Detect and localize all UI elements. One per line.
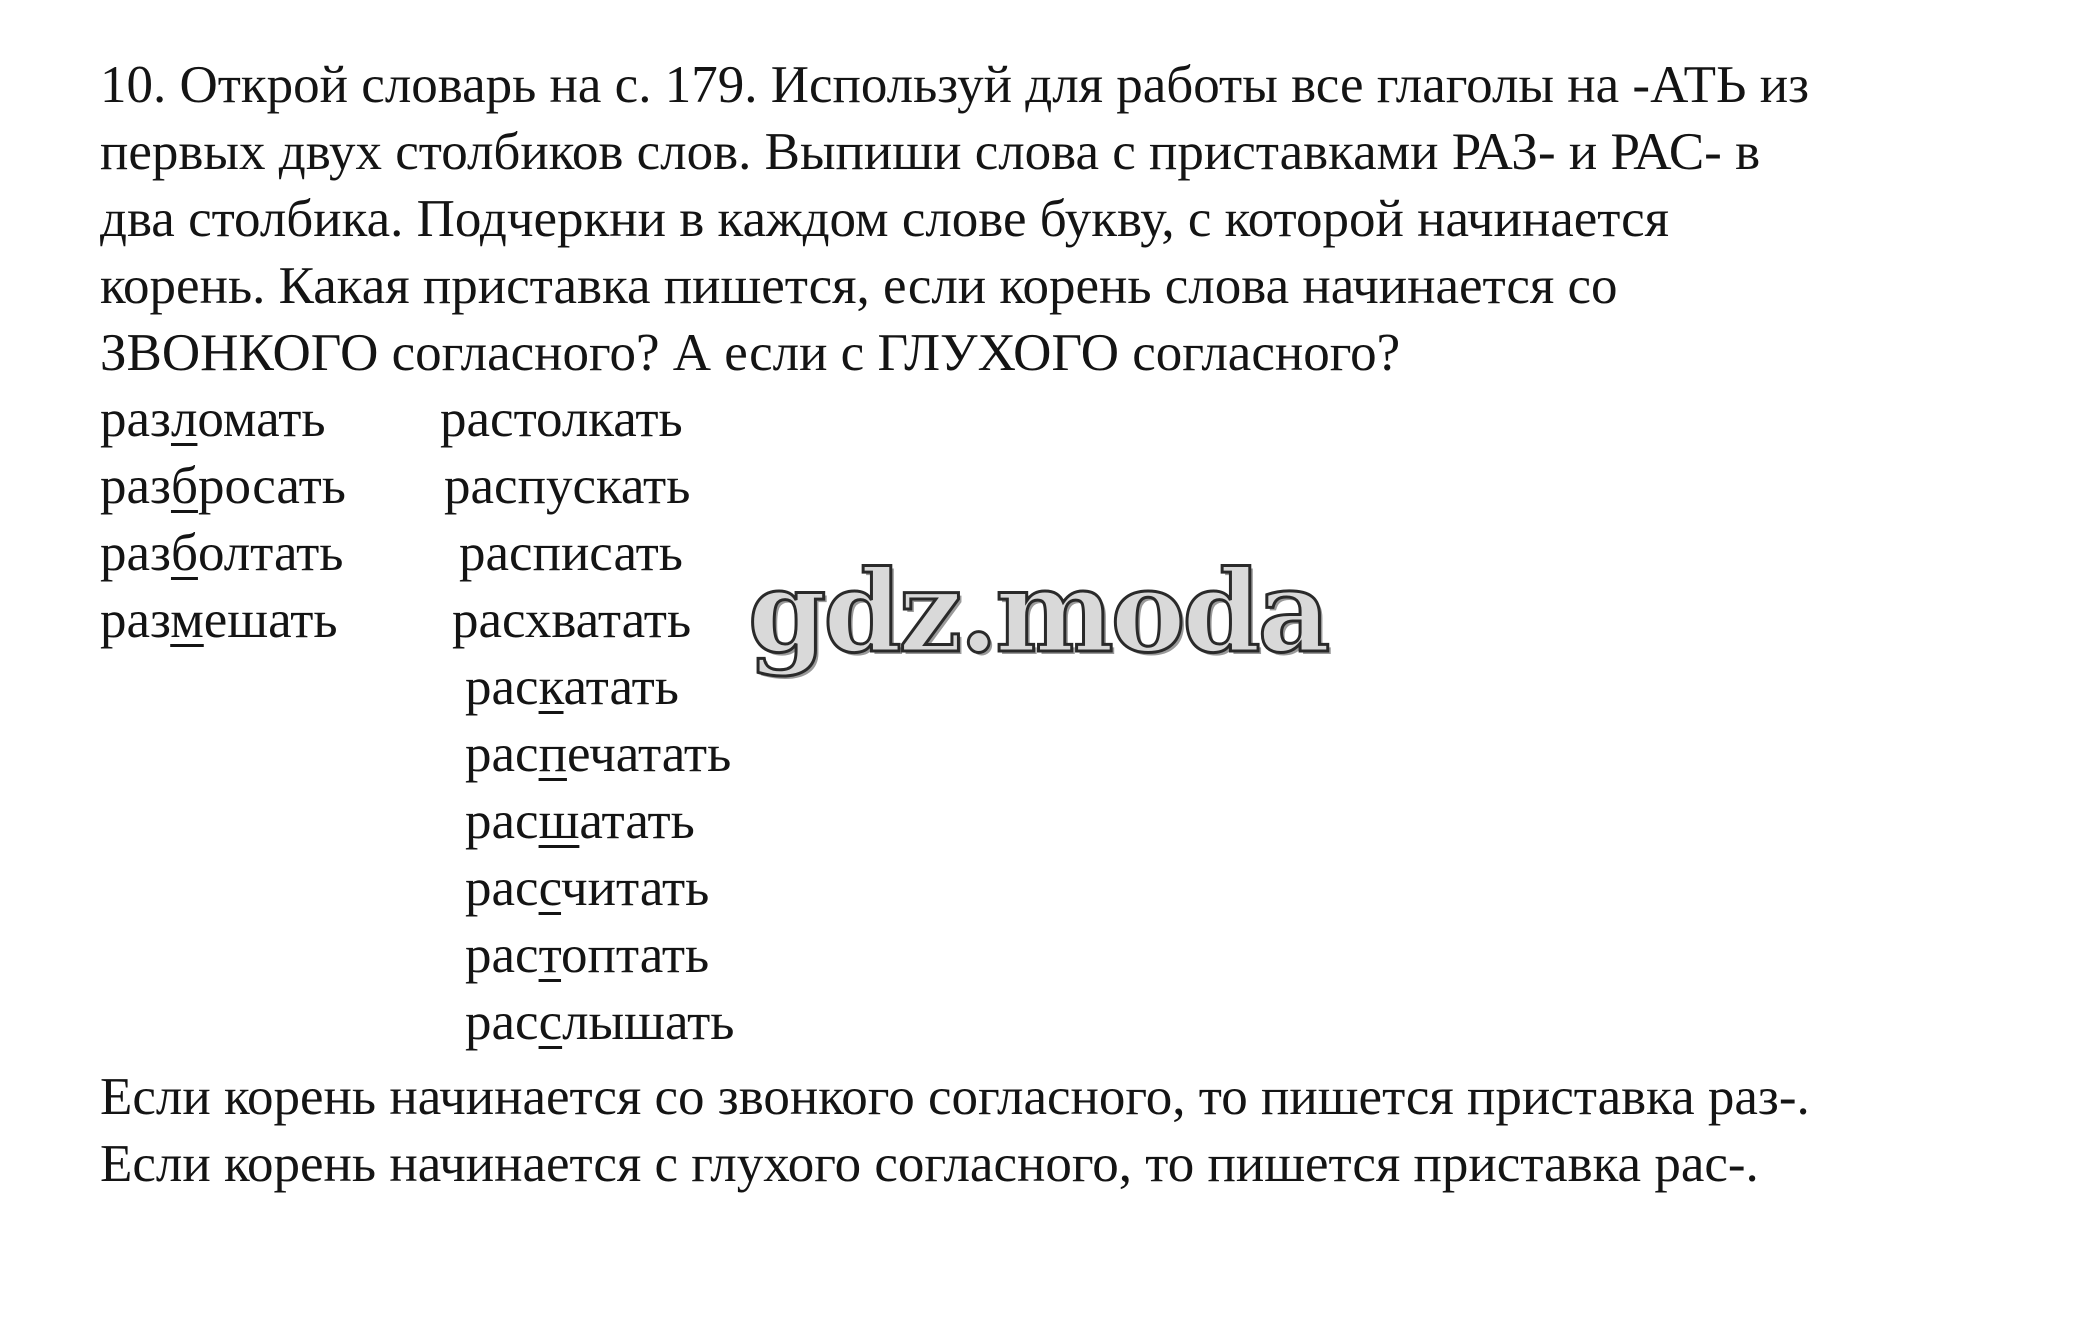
- task-text: [100, 52, 2060, 387]
- word-prefix: раз: [100, 457, 171, 515]
- word-raz: [100, 386, 326, 453]
- task-line: ЗВОНКОГО согласного? А если с ГЛУХОГО согласного?: [100, 324, 1401, 382]
- answer-voiced: Если корень начинается со звонкого согласного, то пишется приставка раз-.: [100, 1068, 1810, 1126]
- root-letter: п: [517, 457, 546, 515]
- word-ras: [465, 989, 734, 1056]
- task-line: 10. Открой словарь на с. 179. Используй для работы все глаголы на -АТЬ из: [100, 56, 1810, 114]
- word-prefix: рас: [465, 993, 539, 1051]
- word-rest: атать: [579, 792, 695, 850]
- root-letter: л: [170, 390, 198, 448]
- word-prefix: рас: [440, 390, 514, 448]
- root-letter: ш: [538, 792, 580, 850]
- word-ras: [459, 520, 683, 587]
- word-ras: [465, 788, 695, 855]
- word-prefix: рас: [465, 725, 539, 783]
- word-rest: оптать: [561, 926, 710, 984]
- root-letter: к: [538, 658, 564, 716]
- root-letter: т: [513, 390, 537, 448]
- watermark-logo: gdz.moda: [748, 547, 1328, 678]
- word-prefix: рас: [444, 457, 518, 515]
- answer-voiceless: Если корень начинается с глухого согласного, то пишется приставка рас-.: [100, 1135, 1759, 1193]
- word-ras: [444, 453, 690, 520]
- word-prefix: раз: [100, 390, 171, 448]
- word-prefix: рас: [465, 926, 539, 984]
- root-letter: б: [170, 457, 198, 515]
- answer-text: [100, 1064, 1810, 1198]
- word-rest: олкать: [536, 390, 683, 448]
- root-letter: м: [170, 591, 204, 649]
- word-raz: [100, 453, 346, 520]
- task-line: первых двух столбиков слов. Выпиши слова с приставками РАЗ- и РАС- в: [100, 123, 1761, 181]
- word-raz: [100, 587, 338, 654]
- root-letter: п: [538, 725, 567, 783]
- word-prefix: рас: [465, 859, 539, 917]
- word-rest: читать: [561, 859, 710, 917]
- root-letter: т: [538, 926, 562, 984]
- word-raz: [100, 520, 343, 587]
- word-rest: атать: [563, 658, 679, 716]
- word-ras: [440, 386, 683, 453]
- word-rest: исать: [560, 524, 683, 582]
- word-ras: [452, 587, 691, 654]
- word-rest: росать: [197, 457, 346, 515]
- word-prefix: рас: [465, 658, 539, 716]
- word-prefix: раз: [100, 524, 171, 582]
- word-rest: олтать: [197, 524, 344, 582]
- word-rest: ватать: [551, 591, 692, 649]
- root-letter: х: [524, 591, 552, 649]
- word-prefix: рас: [465, 792, 539, 850]
- root-letter: с: [538, 993, 563, 1051]
- word-rest: ускать: [545, 457, 691, 515]
- root-letter: п: [532, 524, 561, 582]
- word-ras: [465, 922, 709, 989]
- word-rest: омать: [197, 390, 326, 448]
- root-letter: б: [170, 524, 198, 582]
- word-prefix: рас: [452, 591, 525, 649]
- word-ras: [465, 654, 679, 721]
- word-prefix: раз: [100, 591, 171, 649]
- root-letter: с: [538, 859, 562, 917]
- word-ras: [465, 721, 731, 788]
- word-ras: [465, 855, 709, 922]
- word-prefix: рас: [459, 524, 533, 582]
- task-line: корень. Какая приставка пишется, если корень слова начинается со: [100, 257, 1618, 315]
- word-rest: лышать: [562, 993, 735, 1051]
- word-rest: ечатать: [566, 725, 732, 783]
- task-line: два столбика. Подчеркни в каждом слове букву, с которой начинается: [100, 190, 1670, 248]
- word-rest: ешать: [203, 591, 338, 649]
